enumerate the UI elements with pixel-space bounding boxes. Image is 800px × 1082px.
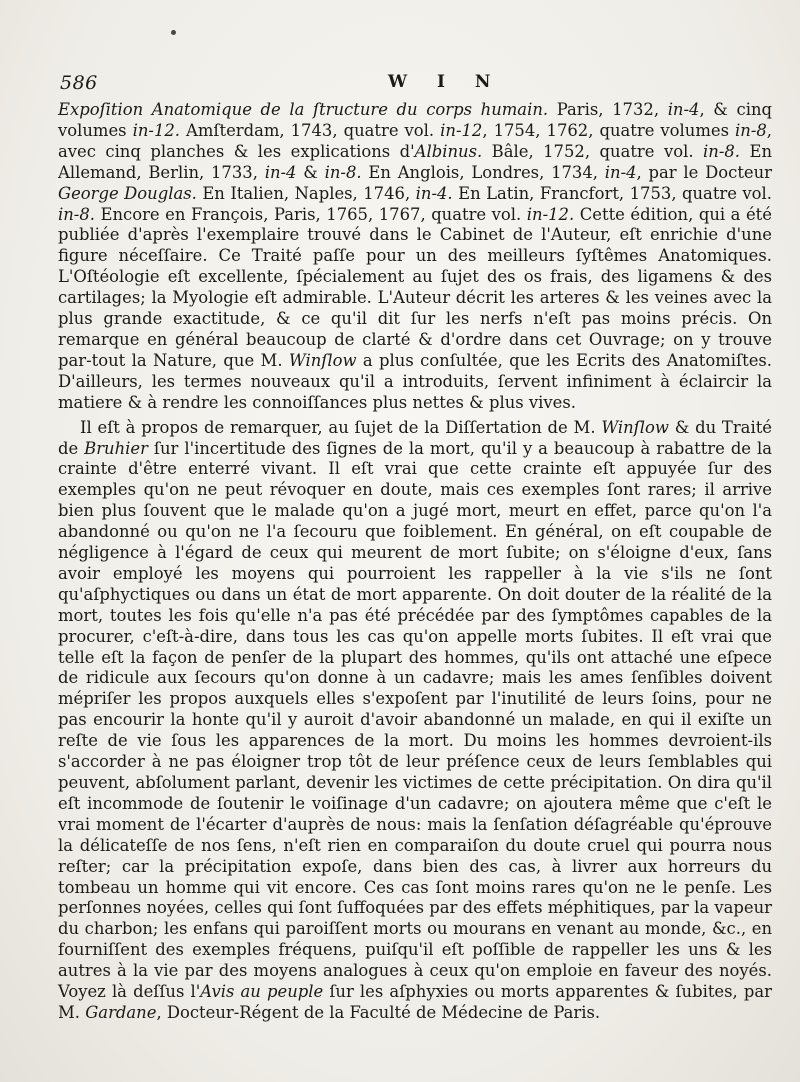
italic-text-segment: Expoſition Anatomique de la ſtructure du corps humain.	[58, 100, 549, 119]
italic-text-segment: Winſlow	[601, 417, 669, 437]
italic-text-segment: in-8.	[324, 162, 362, 182]
body-text	[58, 100, 772, 1024]
text-segment: , & cinq volumes	[58, 100, 772, 140]
italic-text-segment: Albinus.	[414, 141, 483, 161]
page-number: 586	[60, 72, 98, 94]
text-segment: a plus conſultée, que les Ecrits des Anatomiſtes. D'ailleurs, les termes nouveaux qu'il a introduits, ſervent infiniment à éclaircir la matiere & à rendre les connoiſſances plus nettes & plus vives.	[58, 350, 773, 412]
text-segment: Amſterdam, 1743, quatre vol.	[180, 120, 441, 140]
text-segment: En Anglois, Londres, 1734,	[361, 162, 605, 182]
text-segment: En Allemand, Berlin, 1733,	[58, 141, 772, 182]
italic-text-segment: in-12	[440, 120, 483, 140]
text-segment: , avec cinq planches & les explications d'	[58, 120, 772, 161]
text-segment: , Docteur-Régent de la Faculté de Médecine de Paris.	[156, 1002, 601, 1022]
italic-text-segment: George Douglas.	[58, 183, 197, 203]
text-segment: , 1754, 1762, quatre volumes	[482, 120, 736, 140]
italic-text-segment: in-8.	[58, 204, 95, 224]
italic-text-segment: Gardane	[85, 1002, 157, 1022]
ink-spot	[171, 30, 176, 35]
text-segment: & du Traité de	[58, 417, 772, 458]
italic-text-segment: in-4	[604, 162, 637, 182]
text-segment: En Latin, Francfort, 1753, quatre vol.	[452, 183, 773, 203]
italic-text-segment: in-12.	[526, 204, 575, 224]
italic-text-segment: in-8.	[703, 141, 740, 161]
italic-text-segment: in-8	[735, 120, 767, 140]
text-segment: Bâle, 1752, quatre vol.	[482, 141, 704, 161]
italic-text-segment: in-4	[667, 100, 700, 119]
text-segment: Paris, 1732,	[548, 100, 668, 119]
italic-text-segment: Bruhier	[84, 438, 148, 458]
italic-text-segment: in-12.	[132, 120, 181, 140]
paragraph-1	[58, 100, 772, 414]
text-segment: Encore en François, Paris, 1765, 1767, quatre vol.	[94, 204, 527, 224]
page-header	[60, 72, 760, 100]
italic-text-segment: in-4	[264, 162, 297, 182]
text-segment: &	[296, 162, 325, 182]
text-segment: Cette édition, qui a été publiée d'après l'exemplaire trouvé dans le Cabinet de l'Auteur, eſt enrichie d'une figure néceſſaire. Ce Traité paſſe pour un des meilleurs ſyſtêmes Anatomiques. L'Oſtéologie eſt excellente, ſpécialement au ſujet des os frais, des ligamens & des cartilages; la Myologie eſt admirable. L'Auteur décrit les arteres & les veines avec la plus grande exactitude, & ce qu'il dit ſur les nerfs n'eſt pas moins précis. On remarque en général beaucoup de clarté & d'ordre dans cet Ouvrage; on y trouve par-tout la Nature, que M.	[58, 204, 772, 370]
text-segment: En Italien, Naples, 1746,	[196, 183, 416, 203]
text-segment: ſur les aſphyxies ou morts apparentes & ſubites, par M.	[58, 982, 772, 1022]
running-head: W I N	[388, 72, 503, 92]
text-segment: ſur l'incertitude des ſignes de la mort, qu'il y a beaucoup à rabattre de la crainte d'être enterré vivant. Il eſt vrai que cette crainte eſt appuyée ſur des exemples qu'on ne peut révoquer en doute, mais ces exemples ſont rares; il arrive bien plus ſouvent que le malade qu'on a jugé mort, meurt en effet, parce qu'on l'a abandonné ou qu'on ne l'a ſecouru que foiblement. En général, on eſt coupable de négligence à l'égard de ceux qui meurent de mort ſubite; on s'éloigne d'eux, ſans avoir employé les moyens qui pourroient les rappeller à la vie s'ils ne ſont qu'aſphyctiques ou dans un état de mort apparente. On doit douter de la réalité de la mort, toutes les fois qu'elle n'a pas été précédée par des ſymptômes capables de la procurer, c'eſt-à-dire, dans tous les cas qu'on appelle morts ſubites. Il eſt vrai que telle eſt la façon de penſer de la plupart des hommes, qu'ils ont attaché une eſpece de ridicule aux ſecours qu'on donne à un cadavre; mais les ames ſenſibles doivent mépriſer les propos auxquels elles s'expoſent par l'inutilité de leurs ſoins, pour ne pas encourir la honte qu'il y auroit d'avoir abandonné un malade, en qui il exiſte un reſte de vie ſous les apparences de la mort. Du moins les hommes devroient-ils s'accorder à ne pas éloigner trop tôt de leur préſence ceux de leurs ſemblables qui peuvent, abſolument parlant, devenir les victimes de cette précipitation. On dira qu'il eſt incommode de ſoutenir le voiſinage d'un cadavre; on ajoutera même que c'eſt le vrai moment de l'écarter d'auprès de nous: mais la ſenſation déſagréable qu'éprouve la délicateſſe de nos ſens, n'eſt rien en comparaiſon du doute cruel qui pourra nous reſter; car la précipitation expoſe, dans bien des cas, à livrer aux horreurs du tombeau un homme qui vit encore. Ces cas ſont moins rares qu'on ne le penſe. Les perſonnes noyées, celles qui ſont ſuffoquées par des effets méphitiques, par la vapeur du charbon; les enfans qui paroiſſent morts ou mourans en venant au monde, &c., en fourniſſent des exemples fréquens, puiſqu'il eſt poſſible de rappeller les uns & les autres à la vie par des moyens analogues à ceux qu'on emploie en faveur des noyés. Voyez là deſſus l'	[58, 438, 772, 1002]
italic-text-segment: Avis au peuple	[200, 982, 324, 1002]
italic-text-segment: in-4.	[415, 183, 453, 203]
text-segment: , par le Docteur	[636, 162, 773, 182]
italic-text-segment: Winſlow	[288, 350, 357, 370]
paragraph-2	[58, 418, 772, 1024]
text-segment: Il eſt à propos de remarquer, au ſujet de la Diſſertation de M.	[80, 417, 602, 437]
